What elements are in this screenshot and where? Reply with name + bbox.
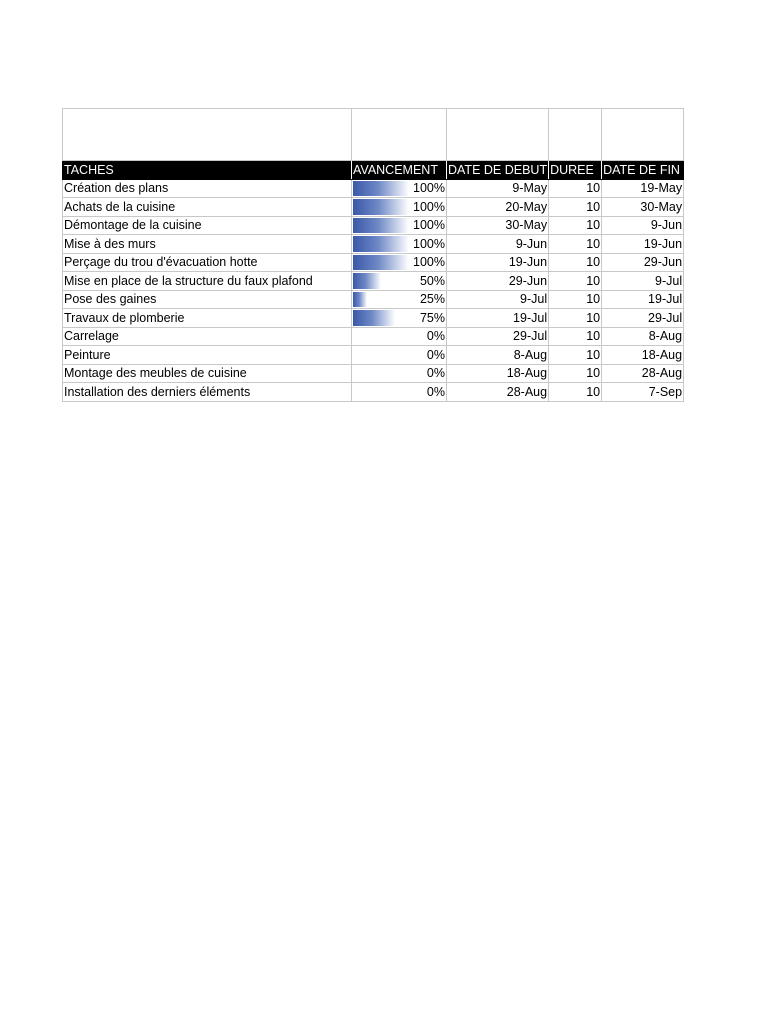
duration-cell[interactable]: 10 bbox=[549, 216, 602, 235]
duration-cell[interactable]: 10 bbox=[549, 253, 602, 272]
header-start-date[interactable]: DATE DE DEBUT bbox=[447, 161, 549, 180]
progress-value: 0% bbox=[426, 347, 445, 362]
blank-row bbox=[63, 109, 684, 161]
table-row bbox=[63, 179, 684, 198]
progress-value: 75% bbox=[419, 310, 445, 325]
start-date-cell[interactable]: 9-Jul bbox=[447, 290, 549, 309]
header-duration[interactable]: DUREE bbox=[549, 161, 602, 180]
header-task[interactable]: TACHES bbox=[63, 161, 352, 180]
end-date-cell[interactable]: 19-Jul bbox=[602, 290, 684, 309]
end-date-cell[interactable]: 19-May bbox=[602, 179, 684, 198]
start-date-cell[interactable]: 19-Jun bbox=[447, 253, 549, 272]
duration-cell[interactable]: 10 bbox=[549, 327, 602, 346]
duration-cell[interactable]: 10 bbox=[549, 235, 602, 254]
progress-cell[interactable] bbox=[352, 327, 447, 346]
task-cell[interactable]: Perçage du trou d'évacuation hotte bbox=[63, 253, 352, 272]
start-date-cell[interactable]: 8-Aug bbox=[447, 346, 549, 365]
start-date-cell[interactable]: 19-Jul bbox=[447, 309, 549, 328]
progress-cell[interactable] bbox=[352, 346, 447, 365]
end-date-cell[interactable]: 29-Jun bbox=[602, 253, 684, 272]
task-cell[interactable]: Pose des gaines bbox=[63, 290, 352, 309]
table-row bbox=[63, 290, 684, 309]
progress-value: 50% bbox=[419, 273, 445, 288]
task-cell[interactable]: Installation des derniers éléments bbox=[63, 383, 352, 402]
progress-value: 100% bbox=[413, 199, 445, 214]
duration-cell[interactable]: 10 bbox=[549, 383, 602, 402]
progress-value: 25% bbox=[419, 292, 445, 306]
end-date-cell[interactable]: 18-Aug bbox=[602, 346, 684, 365]
end-date-cell[interactable]: 29-Jul bbox=[602, 309, 684, 328]
progress-cell[interactable] bbox=[352, 235, 447, 254]
progress-cell[interactable] bbox=[352, 198, 447, 217]
end-date-cell[interactable]: 7-Sep bbox=[602, 383, 684, 402]
start-date-cell[interactable]: 9-Jun bbox=[447, 235, 549, 254]
task-cell[interactable]: Démontage de la cuisine bbox=[63, 216, 352, 235]
progress-bar bbox=[353, 236, 409, 252]
duration-cell[interactable]: 10 bbox=[549, 364, 602, 383]
end-date-cell[interactable]: 8-Aug bbox=[602, 327, 684, 346]
table-row bbox=[63, 253, 684, 272]
cell[interactable] bbox=[352, 109, 447, 161]
progress-cell[interactable] bbox=[352, 272, 447, 291]
task-table bbox=[62, 108, 684, 402]
duration-cell[interactable]: 10 bbox=[549, 309, 602, 328]
cell[interactable] bbox=[549, 109, 602, 161]
cell[interactable] bbox=[602, 109, 684, 161]
progress-cell[interactable] bbox=[352, 179, 447, 198]
task-cell[interactable]: Carrelage bbox=[63, 327, 352, 346]
progress-bar bbox=[353, 181, 409, 197]
progress-cell[interactable] bbox=[352, 253, 447, 272]
task-cell[interactable]: Mise en place de la structure du faux plafond bbox=[63, 272, 352, 291]
progress-bar bbox=[353, 255, 409, 271]
progress-cell[interactable] bbox=[352, 383, 447, 402]
table-row bbox=[63, 235, 684, 254]
progress-value: 100% bbox=[413, 255, 445, 269]
end-date-cell[interactable]: 9-Jun bbox=[602, 216, 684, 235]
progress-bar bbox=[353, 292, 367, 308]
progress-cell[interactable] bbox=[352, 309, 447, 328]
table-row bbox=[63, 272, 684, 291]
task-cell[interactable]: Mise à des murs bbox=[63, 235, 352, 254]
progress-value: 100% bbox=[413, 181, 445, 195]
start-date-cell[interactable]: 29-Jul bbox=[447, 327, 549, 346]
table-row bbox=[63, 327, 684, 346]
progress-bar bbox=[353, 273, 381, 289]
progress-cell[interactable] bbox=[352, 364, 447, 383]
duration-cell[interactable]: 10 bbox=[549, 346, 602, 365]
duration-cell[interactable]: 10 bbox=[549, 179, 602, 198]
task-cell[interactable]: Achats de la cuisine bbox=[63, 198, 352, 217]
progress-cell[interactable] bbox=[352, 290, 447, 309]
start-date-cell[interactable]: 28-Aug bbox=[447, 383, 549, 402]
table-row bbox=[63, 364, 684, 383]
header-end-date[interactable]: DATE DE FIN bbox=[602, 161, 684, 180]
end-date-cell[interactable]: 30-May bbox=[602, 198, 684, 217]
header-progress[interactable]: AVANCEMENT bbox=[352, 161, 447, 180]
progress-value: 100% bbox=[413, 218, 445, 232]
table-row bbox=[63, 198, 684, 217]
start-date-cell[interactable]: 20-May bbox=[447, 198, 549, 217]
start-date-cell[interactable]: 30-May bbox=[447, 216, 549, 235]
header-row bbox=[63, 161, 684, 180]
table-row bbox=[63, 383, 684, 402]
task-cell[interactable]: Montage des meubles de cuisine bbox=[63, 364, 352, 383]
progress-bar bbox=[353, 310, 395, 326]
start-date-cell[interactable]: 29-Jun bbox=[447, 272, 549, 291]
progress-value: 0% bbox=[426, 366, 445, 380]
end-date-cell[interactable]: 19-Jun bbox=[602, 235, 684, 254]
start-date-cell[interactable]: 9-May bbox=[447, 179, 549, 198]
table-row bbox=[63, 216, 684, 235]
progress-bar bbox=[353, 218, 409, 234]
duration-cell[interactable]: 10 bbox=[549, 290, 602, 309]
progress-value: 0% bbox=[426, 329, 445, 343]
task-cell[interactable]: Peinture bbox=[63, 346, 352, 365]
progress-value: 0% bbox=[426, 384, 445, 399]
cell[interactable] bbox=[63, 109, 352, 161]
table-row bbox=[63, 309, 684, 328]
progress-bar bbox=[353, 199, 409, 215]
progress-cell[interactable] bbox=[352, 216, 447, 235]
end-date-cell[interactable]: 9-Jul bbox=[602, 272, 684, 291]
start-date-cell[interactable]: 18-Aug bbox=[447, 364, 549, 383]
duration-cell[interactable]: 10 bbox=[549, 198, 602, 217]
task-cell[interactable]: Création des plans bbox=[63, 179, 352, 198]
progress-value: 100% bbox=[413, 236, 445, 251]
end-date-cell[interactable]: 28-Aug bbox=[602, 364, 684, 383]
duration-cell[interactable]: 10 bbox=[549, 272, 602, 291]
table-row bbox=[63, 346, 684, 365]
cell[interactable] bbox=[447, 109, 549, 161]
task-cell[interactable]: Travaux de plomberie bbox=[63, 309, 352, 328]
